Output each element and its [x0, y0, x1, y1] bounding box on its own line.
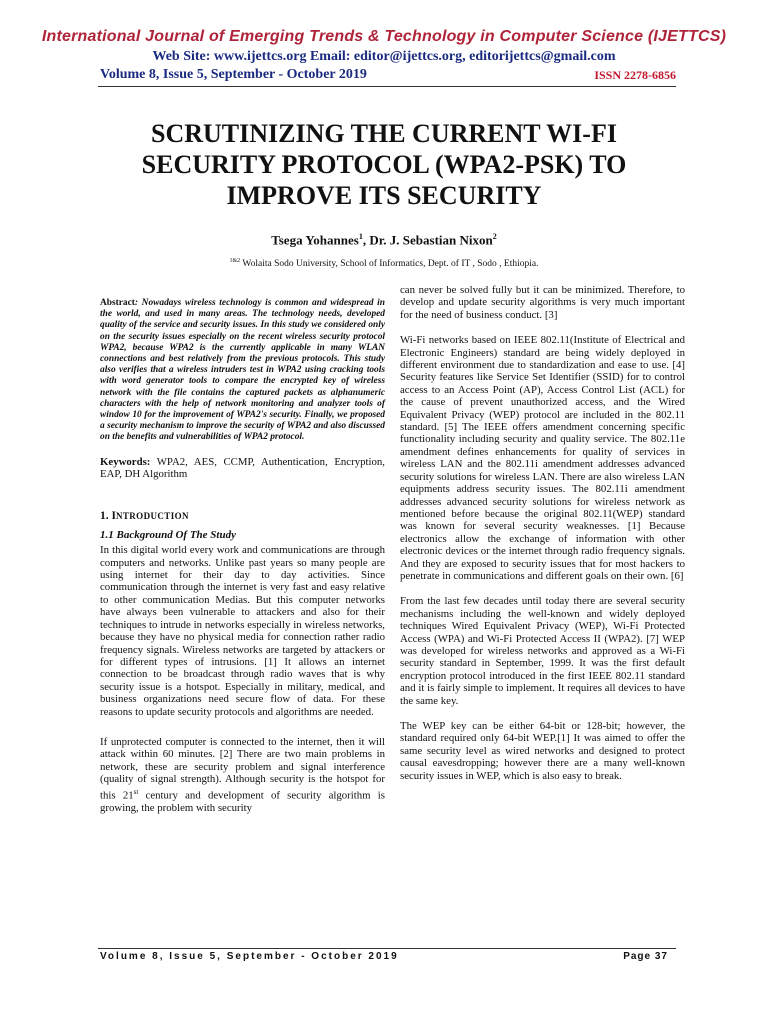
section-initial: I	[111, 510, 116, 523]
right-paragraph-4: The WEP key can be either 64-bit or 128-bit; however, the standard required only 64-bit WEP.[1] It was aimed to offer the same security level as wired networks and designed to protect causal eavesdropping; however there are a many well-known security issues in WEP, which is also easy to break.	[400, 720, 685, 782]
author-separator: ,	[362, 232, 370, 248]
subsection-heading-background: 1.1 Background Of The Study	[100, 528, 236, 541]
keywords-label: Keywords:	[100, 455, 151, 468]
keywords	[100, 456, 385, 481]
right-paragraph-1: can never be solved fully but it can be minimized. Therefore, to develop and update security algorithms is very much important for the need of business conduct. [3]	[400, 284, 685, 321]
header-rule	[98, 86, 676, 87]
intro-paragraph-2-end: century and development of security algorithm is growing, the problem with security	[100, 789, 385, 814]
journal-issn: ISSN 2278-6856	[594, 68, 676, 82]
footer-page-number: Page 37	[623, 951, 668, 962]
ordinal-suffix: st	[133, 787, 139, 796]
journal-name: International Journal of Emerging Trends & Technology in Computer Science (IJETTCS)	[41, 28, 727, 45]
footer-volume: Volume 8, Issue 5, September - October 2019	[100, 951, 399, 962]
author-1: Tsega Yohannes	[271, 232, 359, 248]
right-paragraph-2: Wi-Fi networks based on IEEE 802.11(Institute of Electrical and Electronic Engineers) standard are being widely deployed in different environment due to standardization and ease to use. [4] Security features like Service Set Identifier (SSID) for to control access to an Access Point (AP), Access Control List (ACL) for the cause of prevent unauthorized access, and the Wired Equivalent Privacy (WEP) protocol are included in the 802.11 standard. [5] The IEEE offers amendment concerning specific functionality including security and quality service. The 802.11e amendment defines enhancements for quality of services in wireless LAN and the 802.11i amendment addresses advanced security solutions for wireless LAN. There are also wireless LAN equipments address security issues. The 802.11i amendment addresses advanced security solutions for wireless network as mentioned before because the original 802.11(WEP) standard was known for several security weaknesses. [1] Because electronics allow the exchange of information with other electronic devices or the internet through radio frequency signals. And they are exposed to security issues that for most hackers to penetrate in communications and different goals on their own. [6]	[400, 334, 685, 582]
author-2: Dr. J. Sebastian Nixon	[369, 232, 493, 248]
paper-title: SCRUTINIZING THE CURRENT WI-FI SECURITY PROTOCOL (WPA2-PSK) TO IMPROVE ITS SECURITY	[141, 119, 627, 210]
keywords-text: WPA2, AES, CCMP, Authentication, Encryption, EAP, DH Algorithm	[100, 455, 385, 481]
journal-volume-line: Volume 8, Issue 5, September - October 2019	[100, 67, 367, 82]
intro-paragraph-2-start: If unprotected computer is connected to the internet, then it will attack within 60 minutes. [2] There are two main problems in network, these are security problem and signal interference (quality of signal strength). Although security is the hotspot for this 21	[100, 735, 385, 802]
abstract-label: Abstract	[100, 298, 135, 308]
left-column	[100, 298, 385, 826]
author-affiliation	[0, 258, 768, 269]
abstract-text: : Nowadays wireless technology is common and widespread in the world, and used in many areas. The technology needs, developed quality of the service and security issues. In this study we considered only on the security issues especially on the recent wireless security protocol WPA2, because WPA2 is the currently applicable in many WLAN connections and best relatively from the previous protocols. This study also verifies that a wireless intruders test in WPA2 using cracking tools with word generator tools to compare the encrypted key of wireless network with the file contains the captured packets as alphanumeric characters with the help of network monitoring and analyzer tools of window 10 for the improvement of WPA2's security. Finally, we proposed a security mechanism to improve the security of WPA2 and also discussed on the benefits and vulnerabilities of WPA2 protocol.	[100, 298, 385, 443]
intro-paragraph-1: In this digital world every work and communications are through computers and networks. Unlike past years so many people are using internet for their day to day activities. Since communication through the internet is very fast and easy relative to other communication Medias. But this computer networks have always been vulnerable to attackers and also for their techniques to intrude in networks especially in wireless networks, because they have no physical media for connection rather radio frequency signals. Wireless networks are targeted by attackers or for different types of intrusions. [1] It allows an internet connection to be broadcast through radio waves that is why security issue is a hotspot. Especially in military, medical, and business organizations need secure flow of data. For these reasons to update security protocols and algorithms are needed.	[100, 544, 385, 718]
journal-website-line: Web Site: www.ijettcs.org Email: editor@ijettcs.org, editorijettcs@gmail.com	[152, 49, 616, 64]
right-column	[400, 284, 685, 795]
author-2-affiliation-mark: 2	[492, 232, 497, 241]
affiliation-mark: 1&2	[229, 258, 241, 264]
author-1-affiliation-mark: 1	[358, 232, 363, 241]
paper-authors	[0, 232, 768, 248]
section-heading-introduction	[100, 510, 385, 522]
intro-paragraph-2	[100, 736, 385, 814]
section-number: 1.	[100, 510, 112, 523]
section-title-rest: NTRODUCTION	[115, 511, 189, 522]
footer-rule	[98, 948, 676, 949]
abstract	[100, 298, 385, 444]
right-paragraph-3: From the last few decades until today there are several security mechanisms including the well-known and widely deployed techniques Wired Equivalent Privacy (WEP), Wi-Fi Protected Access (WPA) and Wi-Fi Protected Access II (WPA2). [7] WEP was developed for wireless networks and approved as a Wi-Fi security standard in September, 1999. It was the first default encryption protocol introduced in the first IEEE 802.11 standard and it is fairly simple to implement. It requires all devices to have the same key.	[400, 595, 685, 707]
affiliation-text: Wolaita Sodo University, School of Informatics, Dept. of IT , Sodo , Ethiopia.	[240, 259, 539, 270]
